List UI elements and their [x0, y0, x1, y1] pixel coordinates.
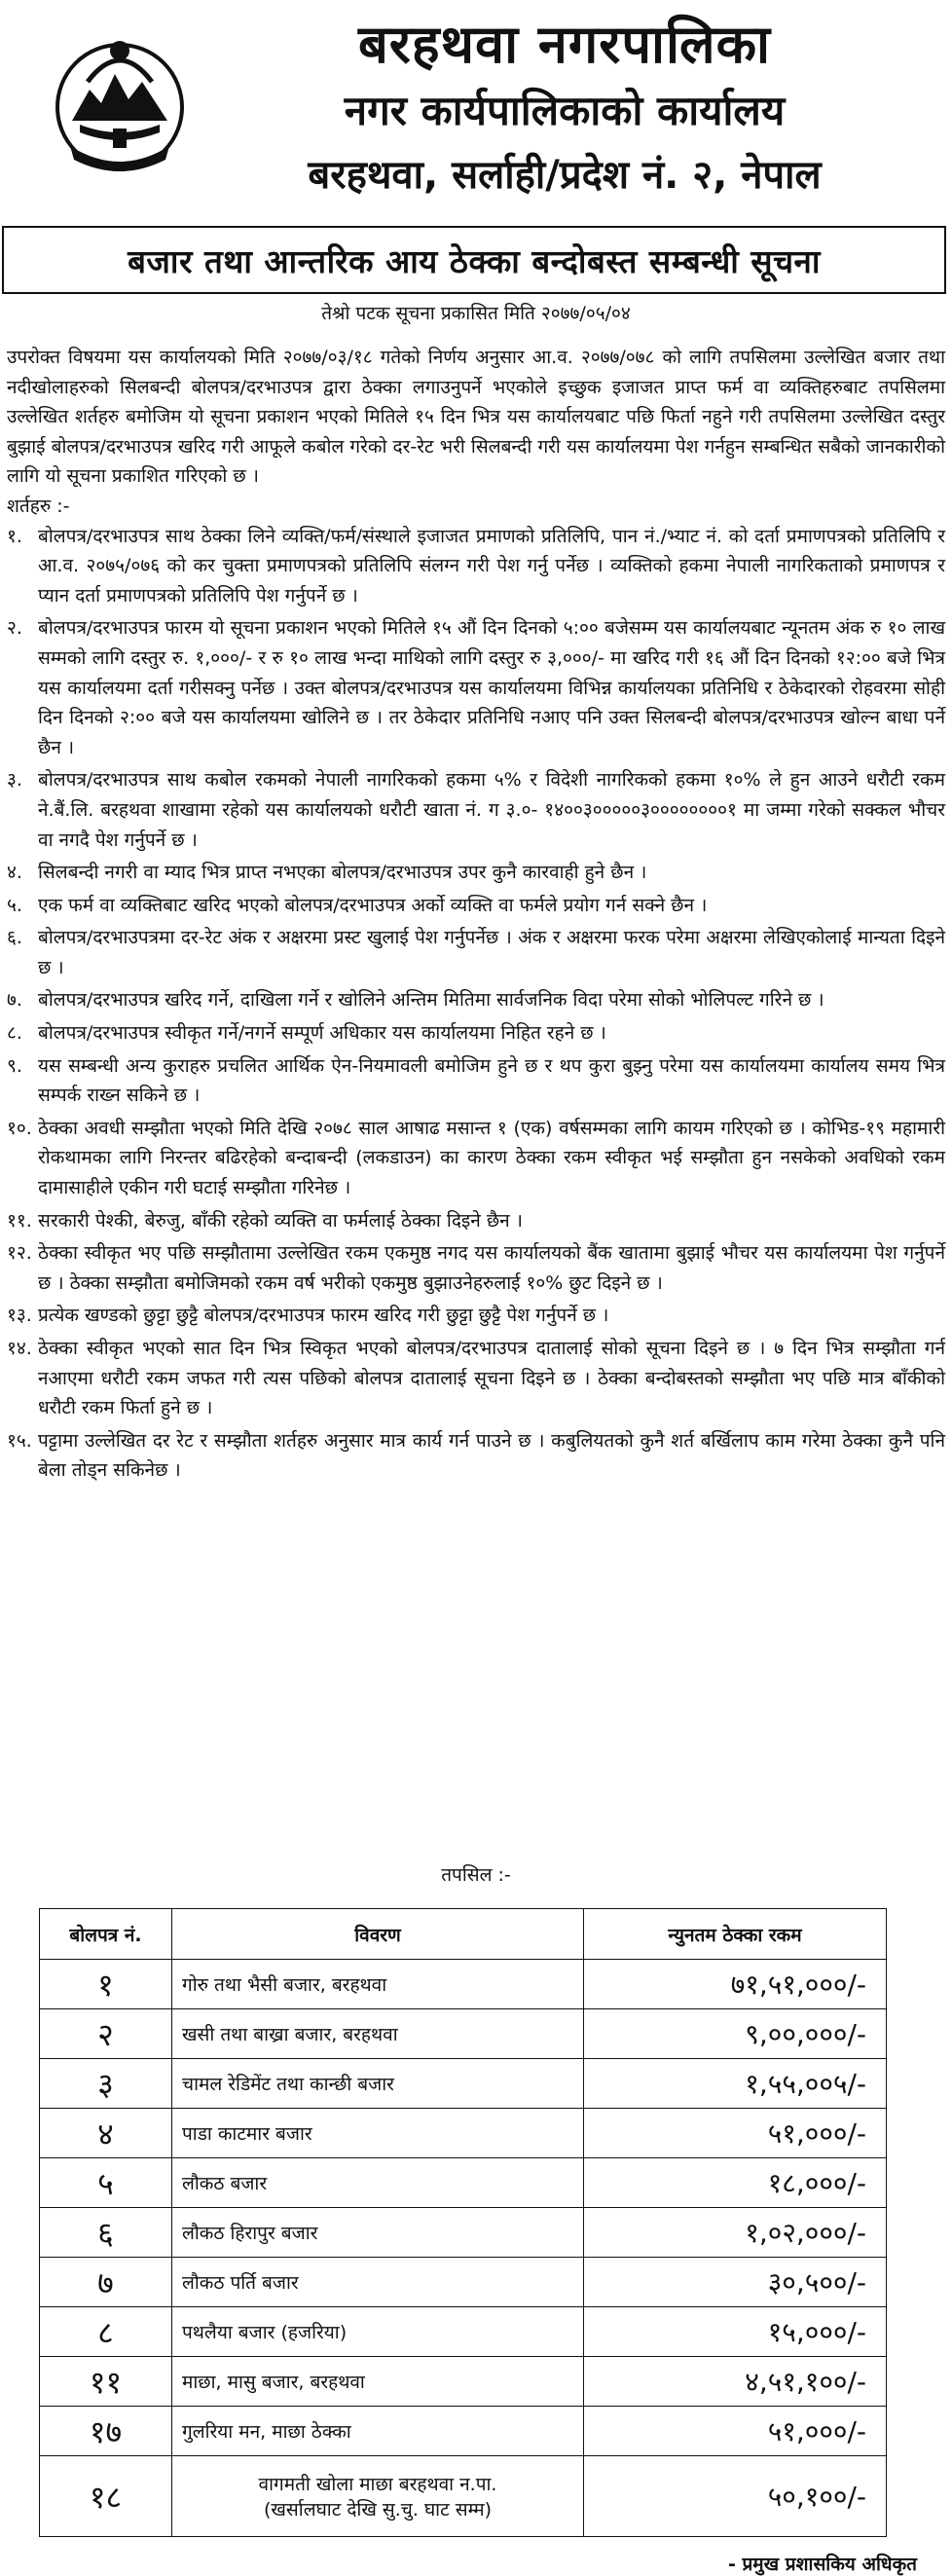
condition-number: १. [7, 525, 22, 547]
bid-description [172, 2407, 584, 2456]
description-subtext: (खर्सालघाट देखि सु.चु. घाट सम्म) [263, 2499, 493, 2521]
bid-number: ११ [40, 2357, 172, 2407]
publication-date: तेश्रो पटक सूचना प्रकासित मिति २०७७/०५/०४ [321, 303, 631, 324]
table-row [40, 2009, 887, 2059]
municipality-name: बरहथवा नगरपालिका [357, 14, 772, 75]
description-text: वागमती खोला माछा बरहथवा न.पा. [258, 2474, 497, 2495]
bid-description [172, 2059, 584, 2109]
condition-number: १४. [7, 1338, 32, 1359]
minimum-amount: ५०,१००/- [584, 2456, 887, 2537]
table-row [40, 2357, 887, 2407]
condition-number: १५. [7, 1429, 32, 1452]
contract-table [39, 1908, 887, 2537]
bid-description [172, 1960, 584, 2009]
description-text: गुलरिया मन, माछा ठेक्का [182, 2421, 351, 2443]
table-row [40, 2307, 887, 2357]
condition-number: २. [7, 617, 22, 640]
condition-text: बोलपत्र/दरभाउपत्र खरिद गर्ने, दाखिला गर्ने र खोलिने अन्तिम मितिमा सार्वजनिक विदा परेमा सोको भोलिपल्ट गरिने छ । [38, 989, 824, 1012]
notice-title-box [2, 226, 946, 294]
condition-number: १२. [7, 1242, 32, 1265]
table-row [40, 2456, 887, 2537]
intro-paragraph: उपरोक्त विषयमा यस कार्यालयको मिति २०७७/०३/१८ गतेको निर्णय अनुसार आ.व. २०७७/०७८ को लागि तपसिलमा उल्लेखित बजार तथा नदीखोलाहरुको सिलबन्दी बोलपत्र/दरभाउपत्र द्वारा ठेक्का लगाउनुपर्ने भएकोले इच्छुक इजाजत प्राप्त फर्म वा व्यक्तिहरुबाट तपसिलमा उल्लेखित शर्तहरु बमोजिम यो सूचना प्रकाशन भएको मितिले १५ दिन भित्र यस कार्यालयबाट पछि फिर्ता नहुने गरी तपसिलमा उल्लेखित दस्तुर बुझाई बोलपत्र/दरभाउपत्र खरिद गरी आफूले कबोल गरेको दर-रेट भरी सिलबन्दी गरी यस कार्यालयमा पेश गर्नहुन सम्बन्धित सबैको जानकारीको लागि यो सूचना प्रकाशित गरिएको छ । [7, 347, 945, 488]
table-body [40, 1960, 887, 2537]
condition-item [7, 1238, 945, 1298]
condition-number: ४. [7, 862, 22, 884]
condition-text: बोलपत्र/दरभाउपत्र फारम यो सूचना प्रकाशन भएको मितिले १५ औं दिन दिनको ५:०० बजेसम्म यस कार्यालयबाट न्यूनतम अंक रु १० लाख सम्मको लागि दस्तुर रु. १,०००/- र रु १० लाख भन्दा माथिको लागि दस्तुर रु ३,०००/- मा खरिद गरी १६ औं दिन दिनको १२:०० बजे भित्र यस कार्यालयमा दर्ता गरीसक्नु पर्नेछ । उक्त बोलपत्र/दरभाउपत्र यस कार्यालयमा विभिन्न कार्यालयका प्रतिनिधि र ठेकेदारको रोहवरमा सोही दिन दिनको २:०० बजे यस कार्यालयमा खोलिने छ । तर ठेकेदार प्रतिनिधि नआए पनि उक्त सिलबन्दी बोलपत्र/दरभाउपत्र खोल्न बाधा पर्ने छैन । [38, 617, 945, 758]
col-header-number: बोलपत्र नं. [40, 1909, 172, 1960]
condition-item [7, 1426, 945, 1486]
bid-number: १८ [40, 2456, 172, 2537]
condition-text: बोलपत्र/दरभाउपत्र साथ कबोल रकमको नेपाली नागरिकको हकमा ५% र विदेशी नागरिकको हकमा १०% ले हुन आउने धरौटी रकम ने.बैं.लि. बरहथवा शाखामा रहेको यस कार्यालयको धरौटी खाता नं. ग ३.०- १४००३०००००३००००००००१ मा जम्मा गरेको सक्कल भौचर वा नगदै पेश गर्नुपर्ने छ । [38, 769, 945, 851]
description-text: खसी तथा बाख्रा बजार, बरहथवा [182, 2024, 398, 2045]
description-text: लौकठ बजार [182, 2173, 268, 2194]
condition-item [7, 1301, 945, 1331]
condition-item [7, 1334, 945, 1423]
condition-number: १०. [7, 1117, 32, 1139]
bid-number: १७ [40, 2407, 172, 2456]
condition-text: एक फर्म वा व्यक्तिबाट खरिद भएको बोलपत्र/दरभाउपत्र अर्को व्यक्ति वा फर्मले प्रयोग गर्न सक्ने छैन । [38, 894, 708, 916]
bid-description [172, 2158, 584, 2208]
bid-description [172, 2307, 584, 2357]
condition-text: ठेक्का स्वीकृत भए पछि सम्झौतामा उल्लेखित रकम एकमुष्ठ नगद यस कार्यालयको बैंक खातामा बुझाई भौचर यस कार्यालयमा पेश गर्नुपर्ने छ । ठेक्का सम्झौता बमोजिमको रकम वर्ष भरीको एकमुष्ठ बुझाउनेहरुलाई १०% छुट दिइने छ । [38, 1242, 945, 1294]
schedule-label: तपसिल :- [441, 1864, 511, 1886]
minimum-amount: ७१,५१,०००/- [584, 1960, 887, 2009]
condition-number: १३. [7, 1305, 32, 1327]
description-text: लौकठ पर्ति बजार [182, 2272, 299, 2294]
condition-text: पट्टामा उल्लेखित दर रेट र सम्झौता शर्तहरु अनुसार मात्र कार्य गर्न पाउने छ । कबुलियतको कुनै शर्त बर्खिलाप काम गरेमा ठेक्का कुनै पनि बेला तोड्न सकिनेछ । [38, 1429, 945, 1482]
minimum-amount: ५१,०००/- [584, 2109, 887, 2158]
notice-title: बजार तथा आन्तरिक आय ठेक्का बन्दोबस्त सम्बन्धी सूचना [128, 241, 821, 280]
condition-item [7, 891, 945, 921]
condition-number: ८. [7, 1022, 22, 1045]
conditions-list [7, 522, 945, 1486]
bid-number: ७ [40, 2258, 172, 2307]
table-header-row [40, 1909, 887, 1960]
condition-number: ११. [7, 1209, 32, 1232]
condition-number: ९. [7, 1054, 22, 1077]
conditions-heading: शर्तहरु :- [7, 495, 70, 517]
condition-item [7, 1018, 945, 1049]
condition-text: बोलपत्र/दरभाउपत्र साथ ठेक्का लिने व्यक्ति/फर्म/संस्थाले इजाजत प्रमाणको प्रतिलिपि, पान नं./भ्याट नं. को दर्ता प्रमाणपत्रको प्रतिलिपि र आ.व. २०७५/०७६ को कर चुक्ता प्रमाणपत्रको प्रतिलिपि संलग्न गरी पेश गर्नु पर्नेछ । व्यक्तिको हकमा नेपाली नागरिकताको प्रमाणपत्र र प्यान दर्ता प्रमाणपत्रको प्रतिलिपि पेश गर्नुपर्ने छ । [38, 525, 945, 607]
col-header-description: विवरण [172, 1909, 584, 1960]
bid-description [172, 2258, 584, 2307]
table-row [40, 2059, 887, 2109]
table-row [40, 2407, 887, 2456]
bid-number: २ [40, 2009, 172, 2059]
table-row [40, 2109, 887, 2158]
office-address: बरहथवा, सर्लाही/प्रदेश नं. २, नेपाल [308, 153, 822, 198]
description-text: चामल रेडिमेंट तथा कान्छी बजार [182, 2074, 394, 2095]
bid-description [172, 2456, 584, 2537]
condition-item [7, 522, 945, 611]
bid-description [172, 2357, 584, 2407]
bid-description [172, 2009, 584, 2059]
condition-item [7, 613, 945, 762]
bid-number: ६ [40, 2208, 172, 2258]
condition-text: सरकारी पेश्की, बेरुजु, बाँकी रहेको व्यक्ति वा फर्मलाई ठेक्का दिइने छैन । [38, 1209, 523, 1232]
signature: - प्रमुख प्रशासकिय अधिकृत [727, 2554, 917, 2575]
minimum-amount: १५,०००/- [584, 2307, 887, 2357]
condition-text: बोलपत्र/दरभाउपत्रमा दर-रेट अंक र अक्षरमा प्रस्ट खुलाई पेश गर्नुपर्नेछ । अंक र अक्षरमा फरक परेमा अक्षरमा लेखिएकोलाई मान्यता दिइने छ । [38, 927, 945, 978]
condition-item [7, 985, 945, 1015]
description-text: पाडा काटमार बजार [182, 2123, 312, 2145]
condition-text: बोलपत्र/दरभाउपत्र स्वीकृत गर्ने/नगर्ने सम्पूर्ण अधिकार यस कार्यालयमा निहित रहने छ । [38, 1022, 606, 1045]
condition-number: ५. [7, 894, 22, 916]
condition-number: ६. [7, 927, 22, 949]
office-name: नगर कार्यपालिकाको कार्यालय [344, 87, 786, 134]
table-row [40, 2158, 887, 2208]
bid-description [172, 2208, 584, 2258]
bid-number: ४ [40, 2109, 172, 2158]
minimum-amount: १,०२,०००/- [584, 2208, 887, 2258]
condition-item [7, 1206, 945, 1236]
table-row [40, 1960, 887, 2009]
table-row [40, 2258, 887, 2307]
minimum-amount: १,५५,००५/- [584, 2059, 887, 2109]
description-text: पथलैया बजार (हजरिया) [182, 2322, 348, 2343]
minimum-amount: ३०,५००/- [584, 2258, 887, 2307]
description-text: गोरु तथा भैसी बजार, बरहथवा [182, 1974, 387, 1996]
description-text: लौकठ हिरापुर बजार [182, 2223, 318, 2244]
notice-body [7, 343, 945, 1489]
description-text: माछा, मासु बजार, बरहथवा [182, 2372, 365, 2393]
minimum-amount: १८,०००/- [584, 2158, 887, 2208]
condition-number: ७. [7, 989, 22, 1012]
condition-item [7, 858, 945, 888]
bid-number: ५ [40, 2158, 172, 2208]
condition-text: यस सम्बन्धी अन्य कुराहरु प्रचलित आर्थिक ऐन-नियमावली बमोजिम हुने छ र थप कुरा बुझ्नु परेमा यस कार्यालयमा कार्यालय समय भित्र सम्पर्क राख्न सकिने छ । [38, 1054, 945, 1107]
bid-description [172, 2109, 584, 2158]
table-row [40, 2208, 887, 2258]
bid-number: १ [40, 1960, 172, 2009]
minimum-amount: ४,५१,१००/- [584, 2357, 887, 2407]
minimum-amount: ५१,०००/- [584, 2407, 887, 2456]
letterhead [0, 0, 952, 204]
nepal-emblem-icon [51, 31, 189, 179]
condition-text: ठेक्का स्वीकृत भएको सात दिन भित्र स्विकृत भएको बोलपत्र/दरभाउपत्र दातालाई सोको सूचना दिइने छ । ७ दिन भित्र सम्झौता गर्न नआएमा धरौटी रकम जफत गरी त्यस पछिको बोलपत्र दातालाई सूचना दिइने छ । ठेक्का बन्दोबस्तको सम्झौता भए पछि मात्र बाँकीको धरौटी रकम फिर्ता हुने छ । [38, 1338, 945, 1419]
condition-text: सिलबन्दी नगरी वा म्याद भित्र प्राप्त नभएका बोलपत्र/दरभाउपत्र उपर कुनै कारवाही हुने छैन । [38, 862, 647, 884]
bid-number: ८ [40, 2307, 172, 2357]
bid-number: ३ [40, 2059, 172, 2109]
condition-item [7, 1114, 945, 1203]
condition-item [7, 1051, 945, 1111]
condition-number: ३. [7, 769, 22, 791]
condition-text: ठेक्का अवधी सम्झौता भएको मिति देखि २०७८ साल आषाढ मसान्त १ (एक) वर्षसम्मका लागि कायम गरिएको छ । कोभिड-१९ महामारी रोकथामका लागि निरन्तर बढिरहेको बन्दाबन्दी (लकडाउन) का कारण ठेक्का रकम स्वीकृत भई सम्झौता हुन नसकेको अवधिको रकम दामासाहीले एकीन गरी घटाई सम्झौता गरिनेछ । [38, 1117, 945, 1199]
condition-item [7, 765, 945, 855]
minimum-amount: ९,००,०००/- [584, 2009, 887, 2059]
condition-item [7, 923, 945, 982]
col-header-amount: न्युनतम ठेक्का रकम [584, 1909, 887, 1960]
condition-text: प्रत्येक खण्डको छुट्टा छुट्टै बोलपत्र/दरभाउपत्र फारम खरिद गरी छुट्टा छुट्टै पेश गर्नुपर्ने छ । [38, 1305, 609, 1327]
